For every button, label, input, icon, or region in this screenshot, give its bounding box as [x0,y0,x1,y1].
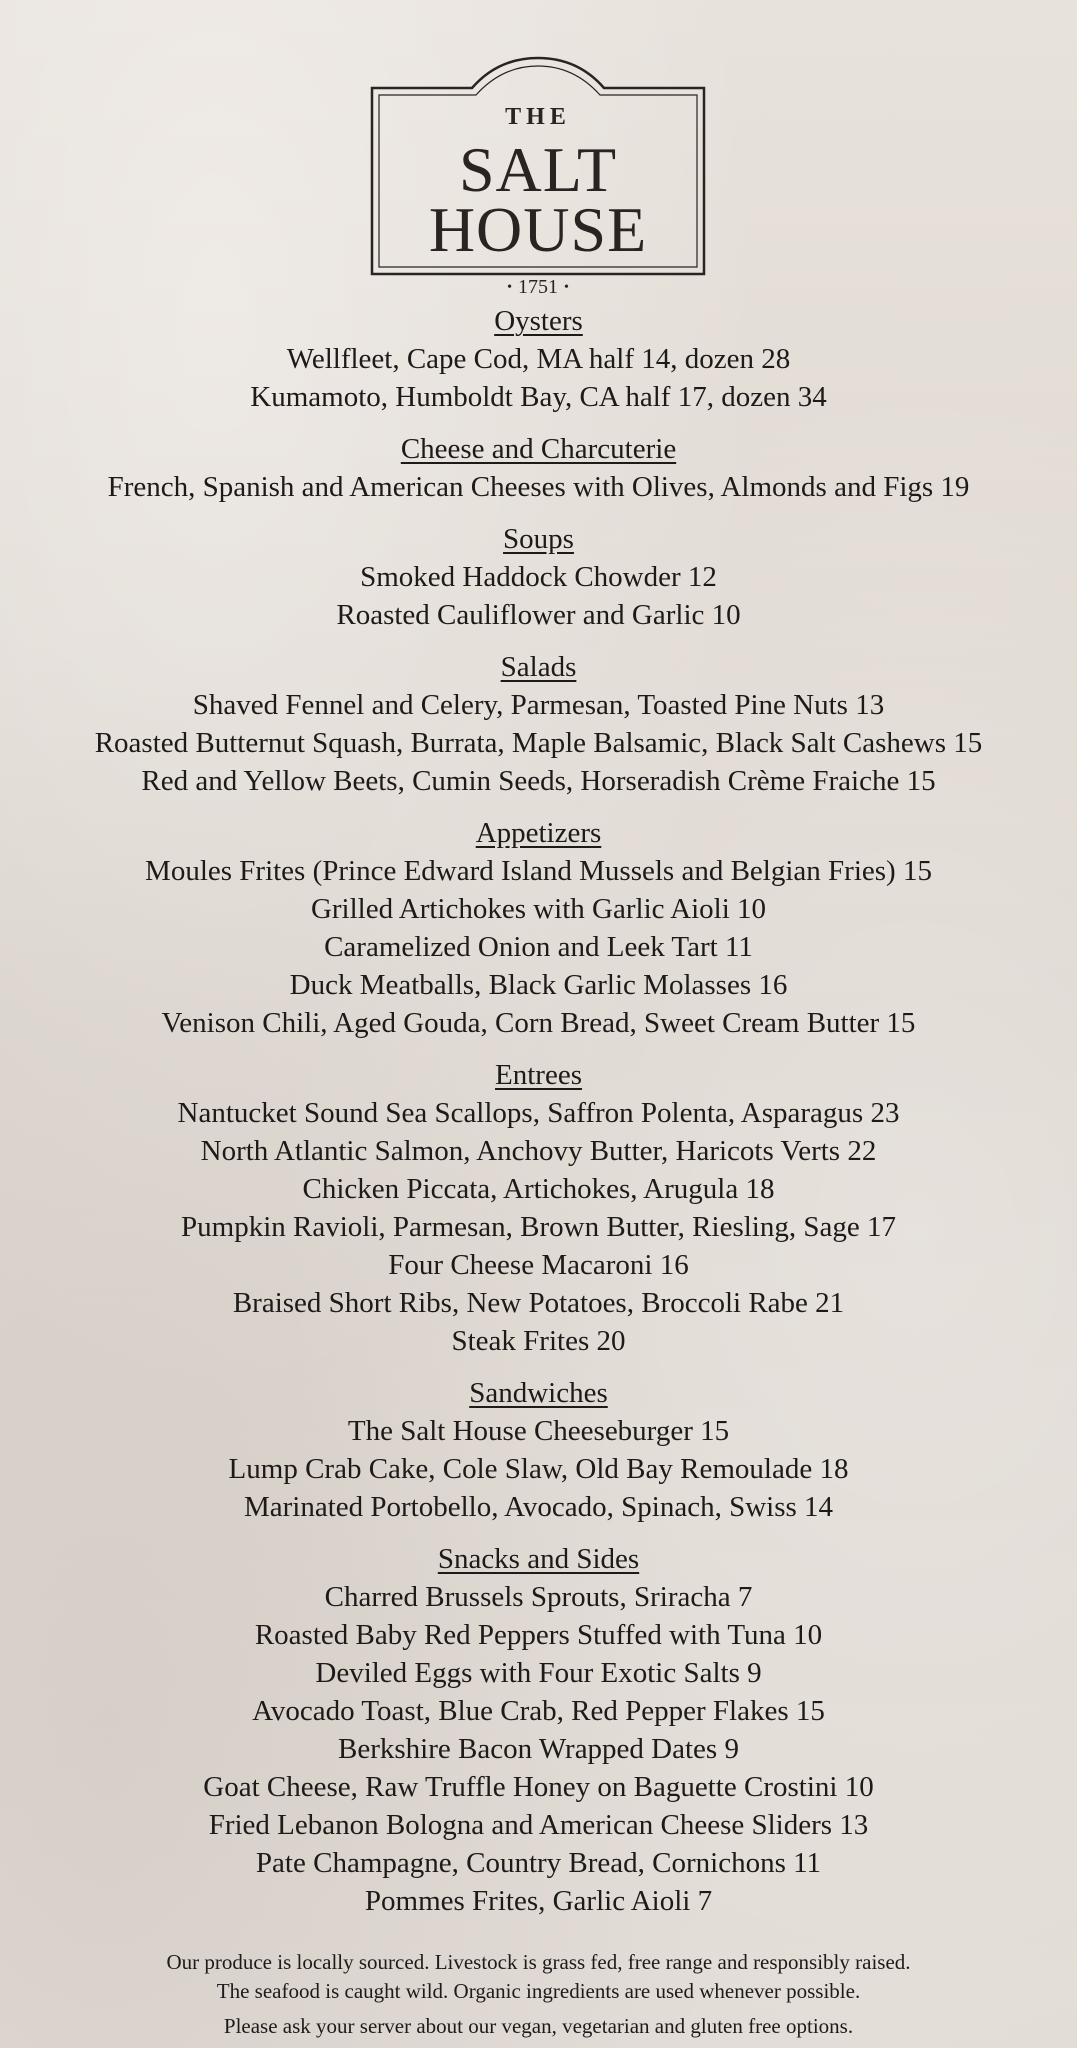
logo-house: HOUSE [428,194,648,265]
menu-item: Duck Meatballs, Black Garlic Molasses 16 [289,969,788,1001]
menu-item: Fried Lebanon Bologna and American Cheese Sliders 13 [208,1809,869,1841]
menu-item: Pommes Frites, Garlic Aioli 7 [364,1885,713,1917]
menu-item: Roasted Cauliflower and Garlic 10 [336,599,741,631]
menu-item: Chicken Piccata, Artichokes, Arugula 18 [302,1173,775,1205]
logo-salt: SALT [458,134,618,205]
section-spacer [0,506,1077,522]
menu-item: Marinated Portobello, Avocado, Spinach, Swiss 14 [243,1491,834,1523]
section-spacer [0,634,1077,650]
menu-item: Steak Frites 20 [451,1325,626,1357]
menu-section-sandwiches [0,1376,1077,1526]
menu-item: Wellfleet, Cape Cod, MA half 14, dozen 28 [286,343,791,375]
section-spacer [0,800,1077,816]
bullet-icon: • [564,280,569,296]
logo-year-line [368,276,708,299]
section-title: Cheese and Charcuterie [400,433,677,465]
footnote-line: The seafood is caught wild. Organic ingredients are used whenever possible. [216,1979,861,2003]
menu-item: Shaved Fennel and Celery, Parmesan, Toasted Pine Nuts 13 [192,689,885,721]
bullet-icon: • [507,280,512,296]
menu-item: Four Cheese Macaroni 16 [388,1249,689,1281]
menu-item: Roasted Butternut Squash, Burrata, Maple Balsamic, Black Salt Cashews 15 [94,727,983,759]
menu-item: Moules Frites (Prince Edward Island Mussels and Belgian Fries) 15 [145,855,932,887]
section-title: Oysters [494,305,583,337]
menu-item: Venison Chili, Aged Gouda, Corn Bread, Sweet Cream Butter 15 [161,1007,916,1039]
section-spacer [0,1042,1077,1058]
section-title: Entrees [495,1059,582,1091]
menu-section-entrees [0,1058,1077,1360]
menu-item: Caramelized Onion and Leek Tart 11 [324,931,753,963]
menu-section-salads [0,650,1077,800]
menu-section-oysters [0,304,1077,416]
section-title: Salads [500,651,577,683]
menu-item: Braised Short Ribs, New Potatoes, Broccoli Rabe 21 [232,1287,845,1319]
menu-item: Berkshire Bacon Wrapped Dates 9 [338,1733,739,1765]
menu-section-soups [0,522,1077,634]
menu-item: Roasted Baby Red Peppers Stuffed with Tuna 10 [254,1619,823,1651]
menu-sections [0,304,1077,1920]
section-title: Soups [503,523,574,555]
menu-item: Deviled Eggs with Four Exotic Salts 9 [315,1657,762,1689]
menu-section-appetizers [0,816,1077,1042]
menu-item: Smoked Haddock Chowder 12 [360,561,717,593]
menu-item: Nantucket Sound Sea Scallops, Saffron Polenta, Asparagus 23 [177,1097,900,1129]
menu-section-cheese-and-charcuterie [0,432,1077,506]
menu-item: Charred Brussels Sprouts, Sriracha 7 [324,1581,753,1613]
menu-item: The Salt House Cheeseburger 15 [347,1415,730,1447]
menu-item: Goat Cheese, Raw Truffle Honey on Baguette Crostini 10 [203,1771,874,1803]
section-title: Appetizers [475,817,602,849]
menu-item: Kumamoto, Humboldt Bay, CA half 17, dozen 34 [250,381,827,413]
menu-item: Red and Yellow Beets, Cumin Seeds, Horseradish Crème Fraiche 15 [141,765,936,797]
section-spacer [0,1526,1077,1542]
logo-year: 1751 [518,276,558,298]
section-spacer [0,416,1077,432]
menu-item: Pumpkin Ravioli, Parmesan, Brown Butter, Riesling, Sage 17 [181,1211,896,1243]
menu-item: Grilled Artichokes with Garlic Aioli 10 [310,893,767,925]
footnote-line: Please ask your server about our vegan, vegetarian and gluten free options. [223,2014,854,2038]
footnotes [0,1948,1077,2041]
section-spacer [0,1360,1077,1376]
footnote-line: Our produce is locally sourced. Livestock is grass fed, free range and responsibly raised. [166,1950,911,1974]
menu-item: French, Spanish and American Cheeses with Olives, Almonds and Figs 19 [107,471,970,503]
menu-item: North Atlantic Salmon, Anchovy Butter, Haricots Verts 22 [200,1135,877,1167]
menu-section-snacks-and-sides [0,1542,1077,1920]
logo-the: THE [505,104,571,130]
menu-item: Avocado Toast, Blue Crab, Red Pepper Flakes 15 [252,1695,825,1727]
menu-item: Lump Crab Cake, Cole Slaw, Old Bay Remoulade 18 [228,1453,849,1485]
section-title: Snacks and Sides [437,1543,640,1575]
section-title: Sandwiches [469,1377,608,1409]
restaurant-logo [368,54,708,298]
menu-item: Pate Champagne, Country Bread, Cornichons 11 [255,1847,822,1879]
